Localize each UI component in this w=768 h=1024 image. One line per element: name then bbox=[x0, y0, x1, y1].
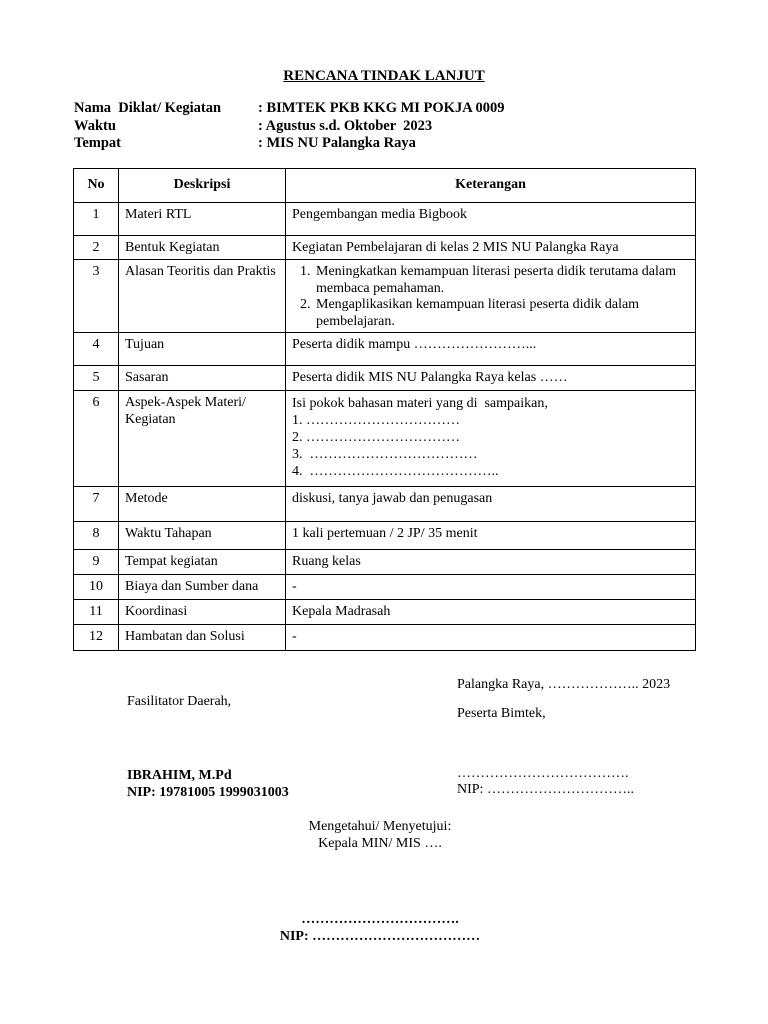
fasilitator-nip: NIP: 19781005 1999031003 bbox=[127, 785, 289, 800]
row-deskripsi: Biaya dan Sumber dana bbox=[119, 575, 286, 600]
place-date: Palangka Raya, ……………….. 2023 bbox=[457, 677, 671, 692]
list-item: 2. Mengaplikasikan kemampuan literasi peserta didik dalam pembelajaran. bbox=[314, 297, 689, 330]
row-keterangan: Peserta didik MIS NU Palangka Raya kelas …… bbox=[286, 366, 696, 391]
rtl-table bbox=[73, 168, 696, 651]
table-row bbox=[74, 487, 696, 522]
table-row bbox=[74, 600, 696, 625]
row-keterangan: Ruang kelas bbox=[286, 550, 696, 575]
reason-list bbox=[292, 264, 689, 330]
materi-line: 3. ……………………………… bbox=[292, 447, 478, 462]
fasilitator-name: IBRAHIM, M.Pd bbox=[127, 768, 232, 783]
row-deskripsi: Bentuk Kegiatan bbox=[119, 236, 286, 260]
materi-intro: Isi pokok bahasan materi yang di sampaikan, bbox=[292, 396, 548, 411]
row-deskripsi: Sasaran bbox=[119, 366, 286, 391]
table-row bbox=[74, 522, 696, 550]
table-row bbox=[74, 550, 696, 575]
row-keterangan: Kegiatan Pembelajaran di kelas 2 MIS NU Palangka Raya bbox=[286, 236, 696, 260]
row-number: 10 bbox=[74, 575, 119, 600]
row-deskripsi: Waktu Tahapan bbox=[119, 522, 286, 550]
peserta-nip: NIP: ………………………….. bbox=[457, 782, 634, 797]
fasilitator-label: Fasilitator Daerah, bbox=[127, 694, 232, 709]
row-keterangan: - bbox=[286, 575, 696, 600]
info-label: Nama Diklat/ Kegiatan bbox=[74, 100, 222, 116]
info-row-kegiatan bbox=[74, 100, 505, 118]
row-deskripsi: Tujuan bbox=[119, 333, 286, 366]
materi-line: 4. ………………………………….. bbox=[292, 464, 499, 479]
row-deskripsi: Hambatan dan Solusi bbox=[119, 625, 286, 651]
info-label: Waktu bbox=[74, 117, 116, 134]
info-value: : Agustus s.d. Oktober 2023 bbox=[258, 117, 433, 134]
table-row bbox=[74, 625, 696, 651]
table-row bbox=[74, 333, 696, 366]
row-keterangan: - bbox=[286, 625, 696, 651]
row-keterangan: 1 kali pertemuan / 2 JP/ 35 menit bbox=[286, 522, 696, 550]
row-keterangan: Kepala Madrasah bbox=[286, 600, 696, 625]
row-number: 8 bbox=[74, 522, 119, 550]
row-number: 6 bbox=[74, 391, 119, 487]
info-value: : BIMTEK PKB KKG MI POKJA 0009 bbox=[258, 100, 505, 116]
table-row bbox=[74, 391, 696, 487]
header-deskripsi: Deskripsi bbox=[119, 169, 286, 203]
row-number: 1 bbox=[74, 203, 119, 236]
row-number: 7 bbox=[74, 487, 119, 522]
table-row bbox=[74, 260, 696, 333]
info-row-tempat bbox=[74, 135, 505, 153]
header-keterangan: Keterangan bbox=[286, 169, 696, 203]
row-deskripsi: Tempat kegiatan bbox=[119, 550, 286, 575]
row-deskripsi: Alasan Teoritis dan Praktis bbox=[119, 260, 286, 333]
row-number: 11 bbox=[74, 600, 119, 625]
kepala-name: ……………………………. bbox=[301, 912, 459, 927]
row-keterangan: Peserta didik mampu ……………………... bbox=[286, 333, 696, 366]
approval-line-2: Kepala MIN/ MIS …. bbox=[318, 836, 442, 851]
info-row-waktu bbox=[74, 118, 505, 136]
table-row bbox=[74, 366, 696, 391]
header-no: No bbox=[74, 169, 119, 203]
row-deskripsi: Koordinasi bbox=[119, 600, 286, 625]
row-keterangan bbox=[286, 391, 696, 487]
row-number: 12 bbox=[74, 625, 119, 651]
row-keterangan bbox=[286, 260, 696, 333]
row-keterangan: diskusi, tanya jawab dan penugasan bbox=[286, 487, 696, 522]
table-row bbox=[74, 236, 696, 260]
table-row bbox=[74, 203, 696, 236]
row-deskripsi: Materi RTL bbox=[119, 203, 286, 236]
table-row bbox=[74, 575, 696, 600]
table-header-row bbox=[74, 169, 696, 203]
row-number: 9 bbox=[74, 550, 119, 575]
peserta-name: ………………………………. bbox=[457, 766, 629, 781]
list-item: 1. Meningkatkan kemampuan literasi peserta didik terutama dalam membaca pemahaman. bbox=[314, 264, 689, 297]
info-block bbox=[74, 100, 505, 153]
row-number: 4 bbox=[74, 333, 119, 366]
row-number: 3 bbox=[74, 260, 119, 333]
row-deskripsi: Metode bbox=[119, 487, 286, 522]
materi-line: 2. …………………………… bbox=[292, 430, 460, 445]
materi-line: 1. …………………………… bbox=[292, 413, 460, 428]
info-label: Tempat bbox=[74, 135, 121, 151]
info-value: : MIS NU Palangka Raya bbox=[258, 135, 416, 151]
kepala-nip: NIP: ……………………………… bbox=[279, 929, 481, 944]
row-number: 5 bbox=[74, 366, 119, 391]
document-title: RENCANA TINDAK LANJUT bbox=[283, 68, 485, 84]
approval-line-1: Mengetahui/ Menyetujui: bbox=[308, 819, 452, 834]
row-keterangan: Pengembangan media Bigbook bbox=[286, 203, 696, 236]
row-number: 2 bbox=[74, 236, 119, 260]
peserta-label: Peserta Bimtek, bbox=[457, 706, 546, 721]
row-deskripsi: Aspek-Aspek Materi/ Kegiatan bbox=[119, 391, 286, 487]
